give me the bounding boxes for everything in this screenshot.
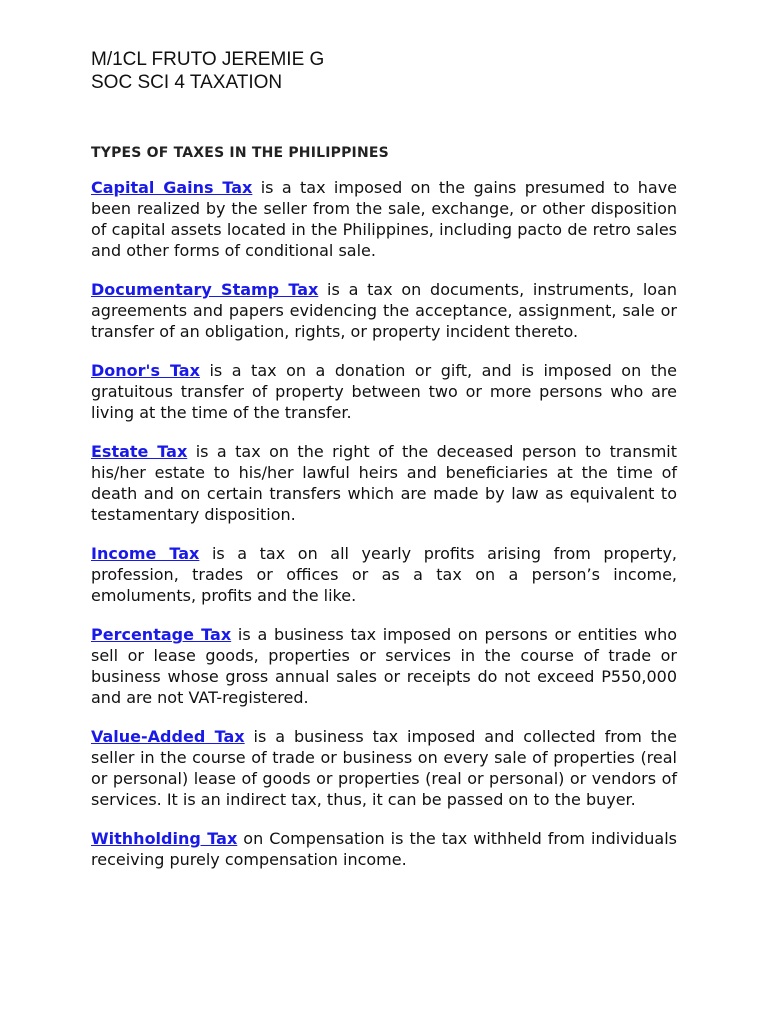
- link-percentage-tax[interactable]: Percentage Tax: [91, 625, 232, 644]
- course-name: SOC SCI 4 TAXATION: [91, 72, 283, 93]
- entry-withholding-tax: [91, 828, 677, 870]
- entry-text: is a tax on the right of the deceased person to transmit his/her estate to his/her lawful heirs and beneficiaries at the time of death and on certain transfers which are made by law as equivalent to testamentary disposition.: [91, 442, 678, 524]
- link-documentary-stamp-tax[interactable]: Documentary Stamp Tax: [91, 280, 319, 299]
- link-donors-tax[interactable]: Donor's Tax: [91, 361, 200, 380]
- entry-text: is a tax on documents, instruments, loan agreements and papers evidencing the acceptance, assignment, sale or transfer of an obligation, rights, or property incident thereto.: [91, 280, 678, 341]
- link-value-added-tax[interactable]: Value-Added Tax: [91, 727, 245, 746]
- document-title: TYPES OF TAXES IN THE PHILIPPINES: [91, 145, 389, 161]
- entry-documentary-stamp-tax: [91, 279, 677, 342]
- entry-text: is a business tax imposed on persons or entities who sell or lease goods, properties or services in the course of trade or business whose gross annual sales or receipts do not exceed P550,000 and are not VAT-registered.: [91, 625, 677, 707]
- entry-capital-gains-tax: [91, 177, 677, 261]
- entry-estate-tax: [91, 441, 677, 525]
- link-capital-gains-tax[interactable]: Capital Gains Tax: [91, 178, 253, 197]
- entry-text: on Compensation is the tax withheld from individuals receiving purely compensation income.: [91, 829, 678, 869]
- entry-donors-tax: [91, 360, 677, 423]
- entry-percentage-tax: [91, 624, 677, 708]
- entry-text: is a tax on all yearly profits arising from property, profession, trades or offices or as a tax on a person’s income, emoluments, profits and the like.: [91, 544, 677, 605]
- entry-income-tax: [91, 543, 677, 606]
- entry-text: is a tax imposed on the gains presumed to have been realized by the seller from the sale, exchange, or other disposition of capital assets located in the Philippines, including pacto de retro sales and other forms of conditional sale.: [91, 178, 678, 260]
- author-name: M/1CL FRUTO JEREMIE G: [91, 49, 325, 70]
- link-withholding-tax[interactable]: Withholding Tax: [91, 829, 238, 848]
- entry-value-added-tax: [91, 726, 677, 810]
- entry-text: is a business tax imposed and collected from the seller in the course of trade or business on every sale of properties (real or personal) lease of goods or properties (real or personal) or vendors of services. It is an indirect tax, thus, it can be passed on to the buyer.: [91, 727, 678, 809]
- entry-text: is a tax on a donation or gift, and is imposed on the gratuitous transfer of property between two or more persons who are living at the time of the transfer.: [91, 361, 677, 422]
- link-income-tax[interactable]: Income Tax: [91, 544, 200, 563]
- link-estate-tax[interactable]: Estate Tax: [91, 442, 188, 461]
